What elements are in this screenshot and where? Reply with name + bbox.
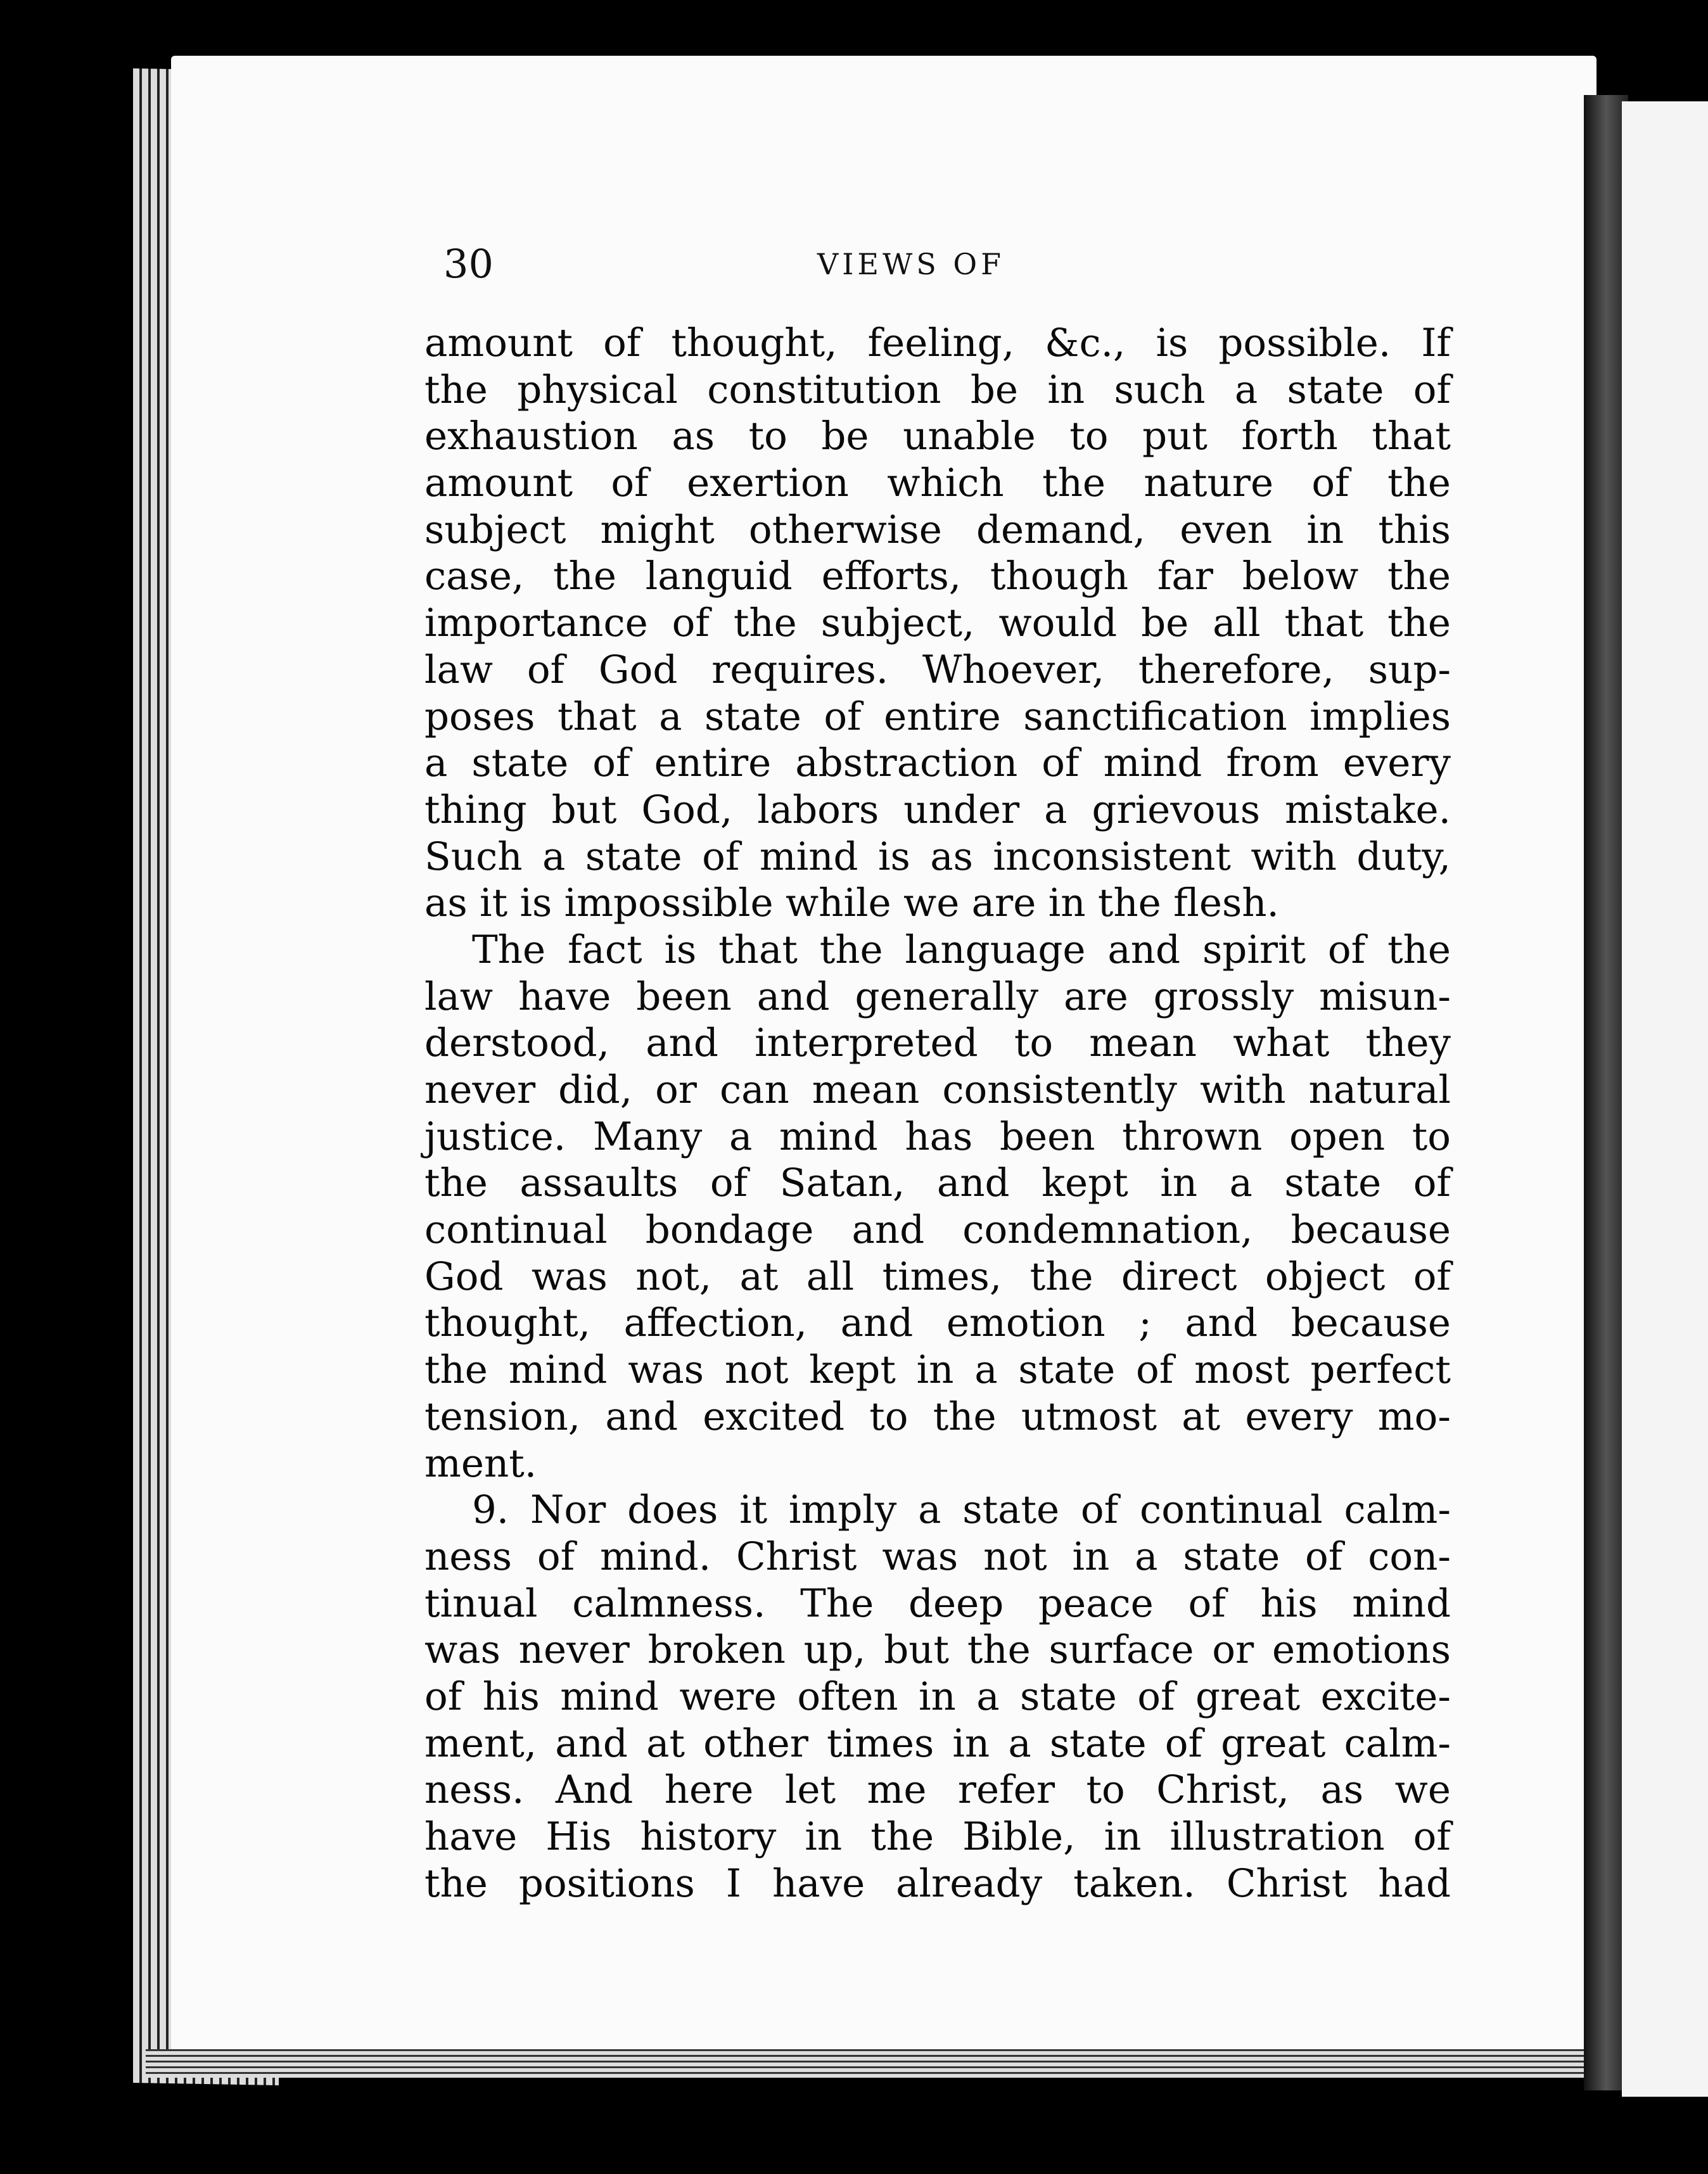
text-line: the assaults of Satan, and kept in a state of xyxy=(424,1160,1451,1206)
text-line: continual bondage and condemnation, because xyxy=(424,1207,1451,1253)
text-line: ment, and at other times in a state of great calm- xyxy=(424,1720,1451,1766)
paragraph-3 xyxy=(424,1487,1451,1907)
text-line: justice. Many a mind has been thrown open to xyxy=(424,1114,1451,1159)
text-line: derstood, and interpreted to mean what they xyxy=(424,1020,1451,1066)
text-line: of his mind were often in a state of great excite- xyxy=(424,1674,1451,1719)
text-line: ment. xyxy=(424,1440,537,1486)
text-line: the positions I have already taken. Christ had xyxy=(424,1860,1451,1906)
text-line: was never broken up, but the surface or emotions xyxy=(424,1627,1451,1673)
text-line: tinual calmness. The deep peace of his mind xyxy=(424,1580,1451,1626)
text-line: ness of mind. Christ was not in a state of con- xyxy=(424,1534,1451,1579)
text-line: ness. And here let me refer to Christ, as we xyxy=(424,1767,1451,1813)
text-line: a state of entire abstraction of mind from every xyxy=(424,741,1451,786)
text-line: law of God requires. Whoever, therefore, sup- xyxy=(424,647,1451,692)
body-text xyxy=(424,320,1451,1907)
text-line: The fact is that the language and spirit of the xyxy=(472,927,1451,972)
running-head: VIEWS OF xyxy=(817,247,1005,281)
text-line: 9. Nor does it imply a state of continual calm- xyxy=(472,1487,1451,1533)
text-line: importance of the subject, would be all that the xyxy=(424,601,1451,646)
text-line: Such a state of mind is as inconsistent with duty, xyxy=(424,834,1451,879)
text-line: thing but God, labors under a grievous mistake. xyxy=(424,787,1451,832)
text-line: poses that a state of entire sanctification implies xyxy=(424,694,1451,739)
text-line: as it is impossible while we are in the flesh. xyxy=(424,880,1279,926)
text-line: law have been and generally are grossly misun- xyxy=(424,974,1451,1019)
text-line: the mind was not kept in a state of most perfect xyxy=(424,1347,1451,1393)
text-line: have His history in the Bible, in illustration of xyxy=(424,1814,1451,1859)
text-line: God was not, at all times, the direct object of xyxy=(424,1254,1451,1299)
text-line: amount of thought, feeling, &c., is possible. If xyxy=(424,321,1451,366)
text-line: thought, affection, and emotion ; and because xyxy=(424,1300,1451,1346)
page-bottom-edges xyxy=(146,2049,1584,2078)
facing-page-edge xyxy=(1622,101,1708,2097)
text-line: case, the languid efforts, though far below the xyxy=(424,554,1451,599)
paragraph-2 xyxy=(424,927,1451,1487)
text-line: exhaustion as to be unable to put forth that xyxy=(424,414,1451,459)
page-header xyxy=(443,241,1457,285)
text-line: tension, and excited to the utmost at every mo- xyxy=(424,1394,1451,1439)
text-line: never did, or can mean consistently with natural xyxy=(424,1067,1451,1112)
text-line: the physical constitution be in such a state of xyxy=(424,367,1451,412)
paragraph-1 xyxy=(424,320,1451,927)
text-line: subject might otherwise demand, even in this xyxy=(424,507,1451,552)
text-line: amount of exertion which the nature of the xyxy=(424,461,1451,506)
page-number: 30 xyxy=(443,241,494,287)
